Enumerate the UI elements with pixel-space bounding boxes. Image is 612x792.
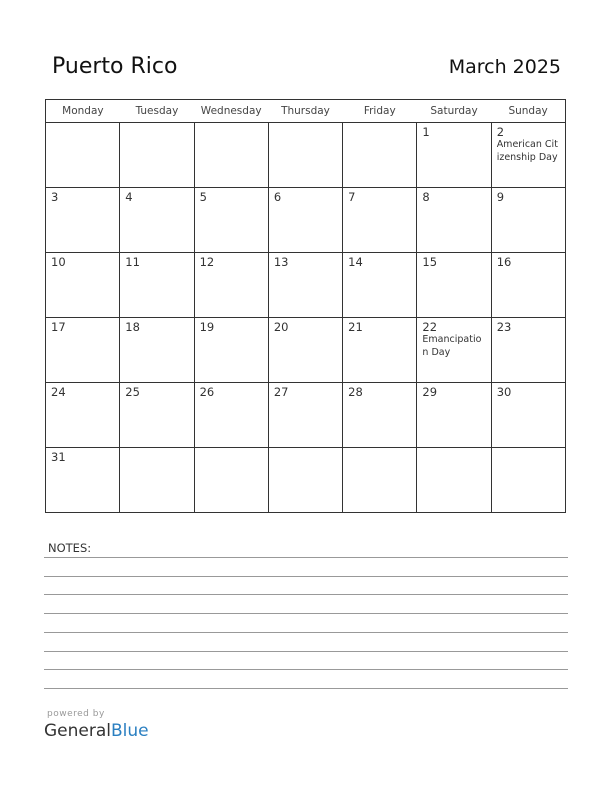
day-cell <box>491 123 565 188</box>
day-cell <box>46 318 120 383</box>
day-number: 3 <box>51 190 59 204</box>
day-number: 6 <box>273 190 282 204</box>
day-cell <box>46 123 120 188</box>
day-cell <box>194 188 268 253</box>
day-number: 8 <box>422 190 430 204</box>
day-cell <box>268 318 342 383</box>
day-cell <box>491 318 565 383</box>
day-number: 1 <box>422 125 430 139</box>
weekday-tuesday: Tuesday <box>120 100 194 123</box>
day-cell <box>194 383 268 448</box>
notes-line <box>44 594 568 595</box>
day-cell <box>46 253 120 318</box>
weekday-wednesday: Wednesday <box>194 100 268 123</box>
day-cell <box>120 253 194 318</box>
day-number: 23 <box>496 320 512 334</box>
weekday-header-row <box>46 100 566 123</box>
day-cell <box>268 253 342 318</box>
day-cell <box>417 318 491 383</box>
day-number: 15 <box>422 255 438 269</box>
day-cell <box>491 448 565 513</box>
day-cell <box>120 318 194 383</box>
day-number: 14 <box>348 255 363 269</box>
day-number: 31 <box>51 450 66 464</box>
brand-logo <box>44 721 149 741</box>
day-cell <box>268 123 342 188</box>
day-number: 29 <box>422 385 438 399</box>
day-number: 11 <box>125 255 140 269</box>
notes-line <box>44 669 568 670</box>
day-number: 16 <box>496 255 512 269</box>
week-row <box>46 123 566 188</box>
day-number: 19 <box>199 320 215 334</box>
notes-line <box>44 651 568 652</box>
day-cell <box>491 188 565 253</box>
day-number: 27 <box>273 385 289 399</box>
weekday-saturday: Saturday <box>417 100 491 123</box>
day-number: 5 <box>199 190 207 204</box>
day-cell <box>417 123 491 188</box>
day-cell <box>268 383 342 448</box>
day-number: 21 <box>348 320 363 334</box>
day-cell <box>194 123 268 188</box>
powered-by-text: powered by <box>47 709 105 719</box>
holiday-label: American Citizenship Day <box>496 139 558 163</box>
holiday-label: Emancipation Day <box>422 334 482 358</box>
weekday-sunday: Sunday <box>491 100 565 123</box>
day-number: 26 <box>199 385 215 399</box>
day-number: 2 <box>496 125 505 139</box>
day-cell <box>194 318 268 383</box>
week-row <box>46 383 566 448</box>
brand-general: General <box>44 721 111 741</box>
week-row <box>46 253 566 318</box>
day-number: 18 <box>125 320 140 334</box>
day-cell <box>194 253 268 318</box>
day-cell <box>46 383 120 448</box>
day-cell <box>343 188 417 253</box>
day-cell <box>120 448 194 513</box>
day-cell <box>46 188 120 253</box>
day-cell <box>343 383 417 448</box>
day-cell <box>417 448 491 513</box>
day-cell <box>120 123 194 188</box>
notes-line <box>44 613 568 614</box>
notes-line <box>44 557 568 558</box>
day-number: 30 <box>496 385 512 399</box>
day-number: 25 <box>125 385 140 399</box>
day-cell <box>491 253 565 318</box>
month-title: March 2025 <box>448 56 561 78</box>
notes-line <box>44 688 568 689</box>
day-cell <box>343 318 417 383</box>
day-cell <box>343 253 417 318</box>
notes-line <box>44 576 568 577</box>
weekday-friday: Friday <box>343 100 417 123</box>
day-number: 20 <box>273 320 289 334</box>
week-row <box>46 188 566 253</box>
brand-blue: Blue <box>111 721 149 741</box>
day-cell <box>268 448 342 513</box>
day-number: 7 <box>348 190 356 204</box>
week-row <box>46 318 566 383</box>
day-cell <box>120 188 194 253</box>
page-title: Puerto Rico <box>52 54 178 79</box>
day-number: 28 <box>348 385 363 399</box>
day-number: 17 <box>51 320 66 334</box>
weekday-thursday: Thursday <box>268 100 342 123</box>
day-cell <box>343 123 417 188</box>
weekday-monday: Monday <box>46 100 120 123</box>
day-cell <box>417 253 491 318</box>
day-cell <box>120 383 194 448</box>
day-cell <box>268 188 342 253</box>
day-cell <box>194 448 268 513</box>
day-number: 9 <box>496 190 505 204</box>
day-cell <box>46 448 120 513</box>
day-number: 4 <box>125 190 133 204</box>
day-number: 10 <box>51 255 66 269</box>
day-cell <box>343 448 417 513</box>
calendar-grid <box>45 99 566 513</box>
week-row <box>46 448 566 513</box>
day-cell <box>417 383 491 448</box>
notes-line <box>44 632 568 633</box>
day-cell <box>417 188 491 253</box>
day-cell <box>491 383 565 448</box>
day-number: 24 <box>51 385 66 399</box>
day-number: 13 <box>273 255 289 269</box>
notes-label: NOTES: <box>48 541 92 555</box>
day-number: 22 <box>422 320 438 334</box>
day-number: 12 <box>199 255 215 269</box>
